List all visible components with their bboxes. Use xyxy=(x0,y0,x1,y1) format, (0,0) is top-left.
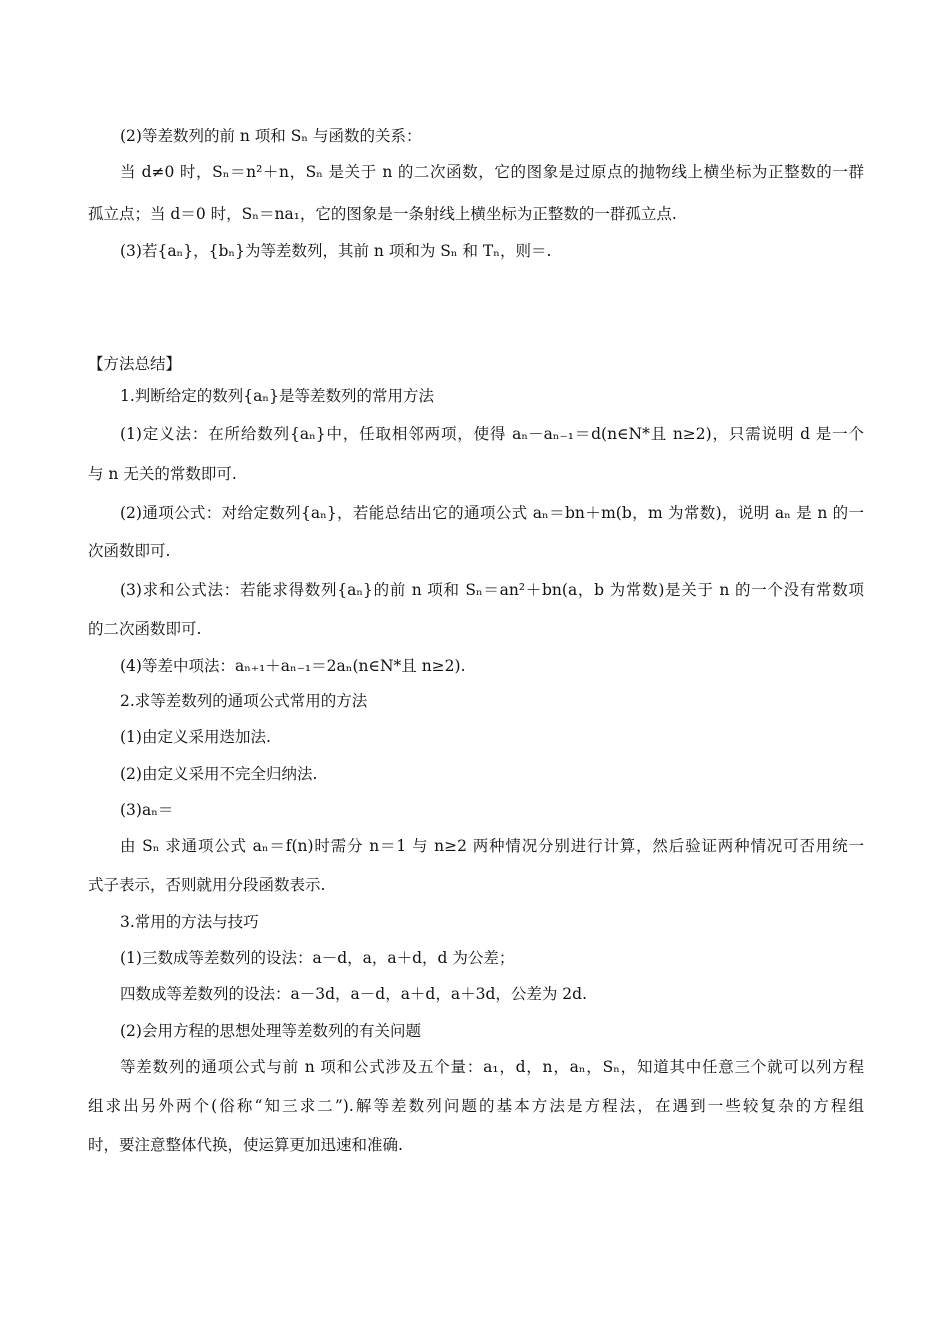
text-line: 的二次函数即可. xyxy=(88,620,202,638)
text-line: (1)三数成等差数列的设法：a－d，a，a＋d，d 为公差； xyxy=(120,949,515,967)
text-line: (3)aₙ＝ xyxy=(120,801,174,819)
text-line: (3)求和公式法：若能求得数列{aₙ}的前 n 项和 Sₙ＝an²＋bn(a，b 为常数)是关于 n 的一个没有常数项 xyxy=(120,581,864,599)
text-line: 次函数即可. xyxy=(88,542,171,560)
text-line: (1)由定义采用迭加法. xyxy=(120,728,271,746)
text-line: 组求出另外两个(俗称“知三求二”).解等差数列问题的基本方法是方程法，在遇到一些较复杂的方程组 xyxy=(88,1097,864,1115)
text-line: 当 d≠0 时，Sₙ＝n²＋n，Sₙ 是关于 n 的二次函数，它的图象是过原点的抛物线上横坐标为正整数的一群 xyxy=(120,163,864,181)
text-line: 孤立点；当 d＝0 时，Sₙ＝na₁，它的图象是一条射线上横坐标为正整数的一群孤立点. xyxy=(88,205,677,223)
text-line: (2)由定义采用不完全归纳法. xyxy=(120,765,318,783)
text-line: 与 n 无关的常数即可. xyxy=(88,465,237,483)
text-line: (2)通项公式：对给定数列{aₙ}，若能总结出它的通项公式 aₙ＝bn＋m(b，m 为常数)，说明 aₙ 是 n 的一 xyxy=(120,504,864,522)
text-line: (3)若{aₙ}，{bₙ}为等差数列，其前 n 项和为 Sₙ 和 Tₙ，则＝. xyxy=(120,242,552,260)
text-line: 时，要注意整体代换，使运算更加迅速和准确. xyxy=(88,1136,403,1154)
section-heading: 【方法总结】 xyxy=(88,355,182,373)
text-line: (4)等差中项法：aₙ₊₁＋aₙ₋₁＝2aₙ(n∈N*且 n≥2). xyxy=(120,657,466,675)
text-line: 2.求等差数列的通项公式常用的方法 xyxy=(120,692,368,710)
text-line: (1)定义法：在所给数列{aₙ}中，任取相邻两项，使得 aₙ－aₙ₋₁＝d(n∈N*且 n≥2)，只需说明 d 是一个 xyxy=(120,425,864,443)
text-line: 3.常用的方法与技巧 xyxy=(120,913,259,931)
text-line: (2)等差数列的前 n 项和 Sₙ 与函数的关系： xyxy=(120,127,422,145)
text-line: 1.判断给定的数列{aₙ}是等差数列的常用方法 xyxy=(120,387,434,405)
text-line: 由 Sₙ 求通项公式 aₙ＝f(n)时需分 n＝1 与 n≥2 两种情况分别进行计算，然后验证两种情况可否用统一 xyxy=(120,837,864,855)
text-line: 等差数列的通项公式与前 n 项和公式涉及五个量：a₁，d，n，aₙ，Sₙ，知道其中任意三个就可以列方程 xyxy=(120,1058,864,1076)
text-line: 式子表示，否则就用分段函数表示. xyxy=(88,876,326,894)
text-line: 四数成等差数列的设法：a－3d，a－d，a＋d，a＋3d，公差为 2d. xyxy=(120,985,588,1003)
text-line: (2)会用方程的思想处理等差数列的有关问题 xyxy=(120,1022,421,1040)
